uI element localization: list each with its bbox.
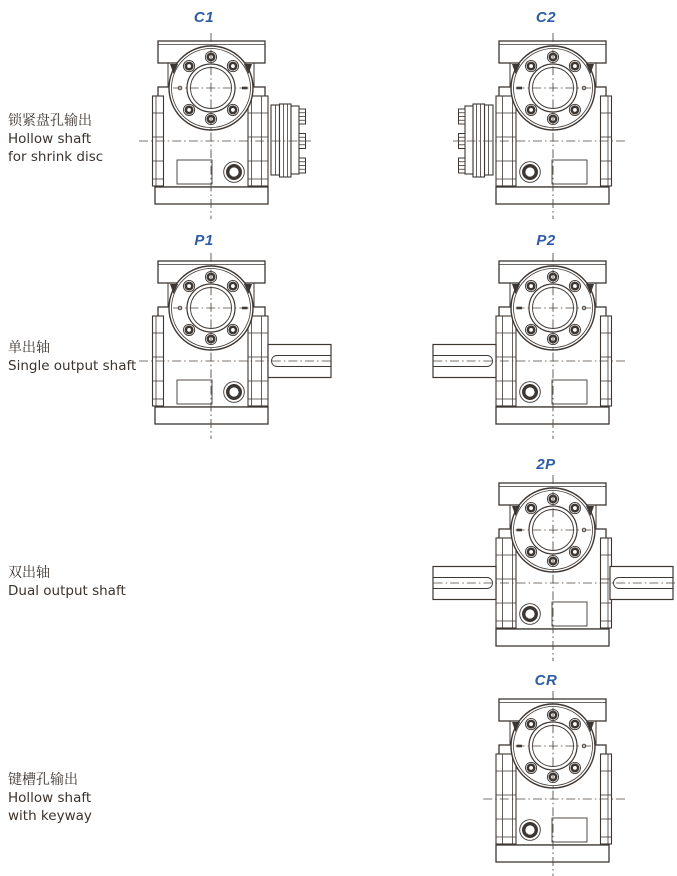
gearbox-front-view xyxy=(481,691,625,876)
drawing-c2-hollow-shaft-shrink-disc xyxy=(428,31,677,223)
caption-line: Dual output shaft xyxy=(8,583,126,599)
gearbox-front-view xyxy=(139,33,311,219)
figure-label-text: CR xyxy=(534,672,558,689)
figure-label-text: 2P xyxy=(536,456,556,473)
figure-label-p2 xyxy=(501,232,591,249)
drawing-p1-single-output-shaft xyxy=(86,251,336,443)
figure-label-p1 xyxy=(159,232,249,249)
caption-line: Hollow shaft xyxy=(8,790,92,806)
caption-line: 键槽孔输出 xyxy=(8,772,78,788)
figure-label-text: C2 xyxy=(535,9,557,26)
drawing-c1-hollow-shaft-shrink-disc xyxy=(86,31,336,223)
drawing-cr-hollow-shaft-keyway xyxy=(428,689,677,876)
caption-dual-output-shaft xyxy=(8,564,126,600)
figure-label-c2 xyxy=(501,9,591,26)
figure-label-text: P2 xyxy=(536,232,556,249)
figure-label-cr xyxy=(501,672,591,689)
caption-line: 单出轴 xyxy=(8,340,50,356)
caption-line: Hollow shaft xyxy=(8,131,92,147)
figure-label-c1 xyxy=(159,9,249,26)
caption-line: 双出轴 xyxy=(8,565,50,581)
figure-label-text: P1 xyxy=(194,232,214,249)
gearbox-front-view xyxy=(431,475,675,661)
caption-line: for shrink disc xyxy=(8,149,104,165)
gearbox-front-view xyxy=(139,253,333,439)
gearbox-front-view xyxy=(431,253,625,439)
caption-line: with keyway xyxy=(8,808,92,824)
drawing-2p-dual-output-shaft xyxy=(428,473,677,665)
caption-hollow-shaft-keyway xyxy=(8,771,92,825)
figure-label-text: C1 xyxy=(193,9,215,26)
gearbox-front-view xyxy=(453,33,625,219)
caption-line: 锁紧盘孔输出 xyxy=(8,113,92,129)
caption-line: Single output shaft xyxy=(8,358,137,374)
drawing-p2-single-output-shaft xyxy=(428,251,677,443)
figure-label-2p xyxy=(501,456,591,473)
